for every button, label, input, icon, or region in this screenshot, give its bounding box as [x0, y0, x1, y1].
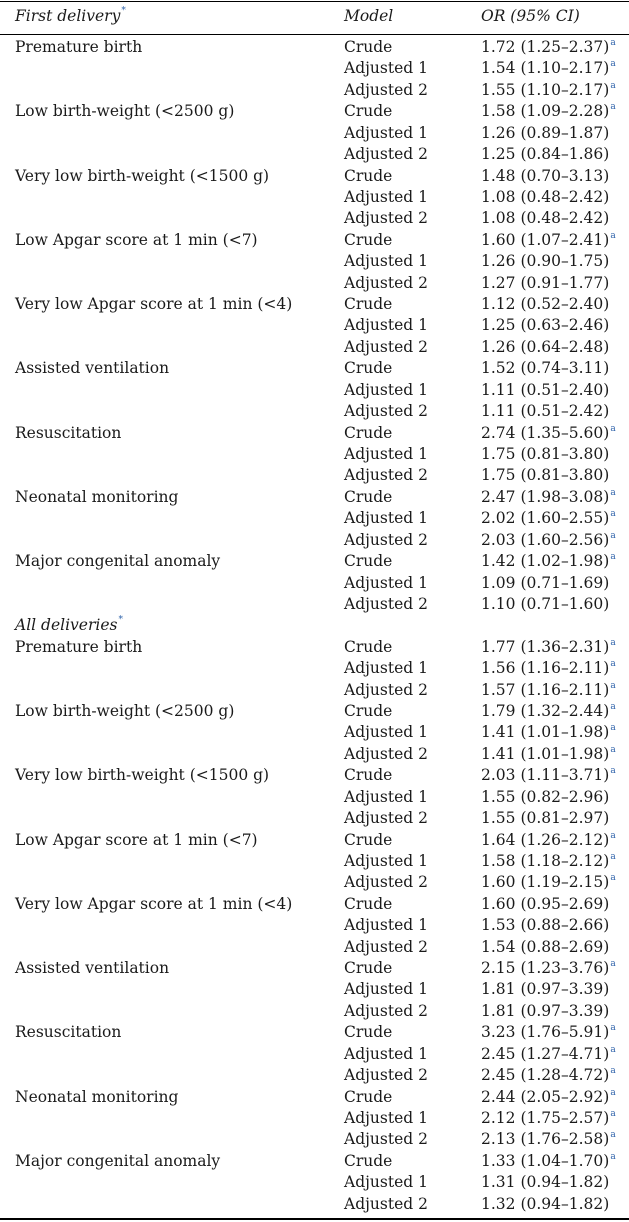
table-row	[0, 1044, 629, 1065]
model-cell: Crude	[344, 295, 393, 314]
table-row	[0, 294, 629, 315]
or-ci-cell: 2.74 $(1.35-5.60)^a$	[481, 423, 616, 442]
table-row	[0, 123, 629, 144]
or-ci-cell: 1.41 $(1.01-1.98)^a$	[481, 723, 616, 742]
table-row	[0, 1194, 629, 1215]
model-cell: Adjusted 2	[344, 80, 428, 99]
model-cell: Adjusted 2	[344, 937, 428, 956]
model-cell: Adjusted 2	[344, 744, 428, 763]
table-top-rule	[0, 1, 629, 2]
outcome-label: Neonatal monitoring	[15, 1087, 179, 1106]
table-row	[0, 58, 629, 79]
or-ci-cell: 1.53 (0.88–2.66)	[481, 916, 610, 935]
table-row	[0, 144, 629, 165]
significance-marker: a	[610, 509, 616, 520]
or-ci-cell: 1.31 (0.94–1.82)	[481, 1173, 610, 1192]
significance-marker: a	[610, 723, 616, 734]
table-row	[0, 1065, 629, 1086]
or-ci-cell: 1.12 (0.52–2.40)	[481, 295, 610, 314]
table-row	[0, 551, 629, 572]
significance-marker: a	[610, 637, 616, 648]
or-ci-cell: 1.72 $(1.25-2.37)^a$	[481, 38, 616, 56]
model-cell: Crude	[344, 637, 393, 656]
or-ci-cell: 1.58 $(1.09-2.28)^a$	[481, 102, 616, 121]
model-cell: Adjusted 1	[344, 659, 428, 678]
model-cell: Crude	[344, 959, 393, 978]
or-ci-cell: 2.44 $(2.05-2.92)^a$	[481, 1087, 616, 1106]
or-ci-cell: 1.26 (0.90–1.75)	[481, 252, 610, 271]
or-ci-cell: 2.47 $(1.98-3.08)^a$	[481, 487, 616, 506]
or-ci-cell: 1.81 (0.97–3.39)	[481, 1001, 610, 1020]
model-cell: Adjusted 1	[344, 1044, 428, 1063]
or-ci-cell: 1.25 (0.84–1.86)	[481, 145, 610, 164]
header-model: Model	[344, 7, 394, 25]
table-row	[0, 851, 629, 872]
significance-marker: a	[610, 38, 616, 48]
outcome-label: Low Apgar score at 1 min (<7)	[15, 230, 258, 249]
outcome-label: Resuscitation	[15, 423, 122, 442]
model-cell: Crude	[344, 230, 393, 249]
model-cell: Adjusted 1	[344, 916, 428, 935]
or-ci-cell: 1.08 (0.48–2.42)	[481, 209, 610, 228]
footnote-marker: *	[121, 6, 126, 16]
model-cell: Adjusted 1	[344, 723, 428, 742]
outcome-label: Low birth-weight (<2500 g)	[15, 702, 235, 721]
table-row	[0, 958, 629, 979]
model-cell: Adjusted 2	[344, 402, 428, 421]
or-ci-cell: 1.08 (0.48–2.42)	[481, 187, 610, 206]
or-ci-cell: 1.41 $(1.01-1.98)^a$	[481, 744, 616, 763]
or-ci-cell: 1.26 (0.64–2.48)	[481, 337, 610, 356]
table-row	[0, 1172, 629, 1193]
significance-marker: a	[610, 851, 616, 862]
outcome-label: Very low Apgar score at 1 min (<4)	[15, 894, 293, 913]
model-cell: Adjusted 1	[344, 1109, 428, 1127]
or-ci-cell: 1.25 (0.63–2.46)	[481, 316, 610, 335]
table-row	[0, 765, 629, 786]
table-row	[0, 37, 629, 58]
table-row	[0, 530, 629, 551]
significance-marker: a	[610, 1087, 616, 1098]
outcome-label: Assisted ventilation	[15, 959, 170, 978]
or-ci-cell: 1.26 (0.89–1.87)	[481, 123, 610, 142]
table-row	[0, 1022, 629, 1043]
table-row	[0, 744, 629, 765]
or-ci-cell: 1.10 (0.71–1.60)	[481, 594, 610, 613]
table-row	[0, 979, 629, 1000]
significance-marker: a	[610, 702, 616, 713]
or-ci-cell: 1.55 $(1.10-2.17)^a$	[481, 80, 616, 99]
table-row	[0, 487, 629, 508]
or-ci-cell: 1.79 $(1.32-2.44)^a$	[481, 702, 616, 721]
table-row	[0, 230, 629, 251]
or-ci-cell: 1.60 $(1.19-2.15)^a$	[481, 873, 616, 892]
model-cell: Crude	[344, 1023, 393, 1042]
model-cell: Crude	[344, 102, 393, 121]
model-cell: Crude	[344, 766, 393, 785]
model-cell: Adjusted 2	[344, 873, 428, 892]
significance-marker: a	[610, 230, 616, 241]
table-row	[0, 101, 629, 122]
or-ci-cell: 1.75 (0.81–3.80)	[481, 466, 610, 485]
significance-marker: a	[610, 530, 616, 541]
header-or-ci: OR (95% CI)	[481, 7, 580, 25]
or-ci-cell: 1.60 $(1.07-2.41)^a$	[481, 230, 616, 249]
or-ci-cell: 1.60 (0.95–2.69)	[481, 894, 610, 913]
outcome-label: Major congenital anomaly	[15, 552, 221, 571]
outcome-label: Very low Apgar score at 1 min (<4)	[15, 295, 293, 314]
table-row	[0, 315, 629, 336]
or-ci-cell: 2.13 $(1.76-2.58)^a$	[481, 1130, 616, 1149]
or-ci-cell: 2.03 $(1.11-3.71)^a$	[481, 766, 616, 785]
model-cell: Adjusted 2	[344, 680, 428, 699]
model-cell: Adjusted 1	[344, 316, 428, 335]
significance-marker: a	[610, 959, 616, 970]
outcome-label: Very low birth-weight (<1500 g)	[15, 766, 270, 785]
significance-marker: a	[610, 766, 616, 777]
or-ci-cell: 1.57 $(1.16-2.11)^a$	[481, 680, 616, 699]
model-cell: Adjusted 2	[344, 809, 428, 828]
model-cell: Adjusted 2	[344, 209, 428, 228]
or-ci-cell: 1.54 $(1.10-2.17)^a$	[481, 59, 616, 78]
model-cell: Adjusted 2	[344, 466, 428, 485]
or-ci-cell: 1.27 (0.91–1.77)	[481, 273, 610, 292]
significance-marker: a	[610, 1066, 616, 1077]
model-cell: Adjusted 2	[344, 337, 428, 356]
significance-marker: a	[610, 680, 616, 691]
table-row	[0, 701, 629, 722]
model-cell: Crude	[344, 552, 393, 571]
model-cell: Adjusted 2	[344, 145, 428, 164]
or-ci-cell: 1.09 (0.71–1.69)	[481, 573, 610, 592]
table-row	[0, 937, 629, 958]
table-row	[0, 1087, 629, 1108]
or-ci-cell: 1.11 (0.51–2.40)	[481, 380, 610, 399]
table-header-rule	[0, 34, 629, 35]
table-row	[0, 1108, 629, 1129]
or-ci-cell: 1.11 (0.51–2.42)	[481, 402, 610, 421]
table-row	[0, 273, 629, 294]
significance-marker: a	[610, 830, 616, 841]
significance-marker: a	[610, 659, 616, 670]
or-ci-cell: 2.02 $(1.60-2.55)^a$	[481, 509, 616, 528]
significance-marker: a	[610, 487, 616, 498]
table-row	[0, 680, 629, 701]
model-cell: Adjusted 1	[344, 123, 428, 142]
table-row	[0, 187, 629, 208]
significance-marker: a	[610, 552, 616, 563]
table-row	[0, 1151, 629, 1172]
table-row	[0, 465, 629, 486]
or-ci-cell: 1.55 (0.81–2.97)	[481, 809, 610, 828]
model-cell: Adjusted 2	[344, 1130, 428, 1149]
table-row	[0, 80, 629, 101]
table-header-row	[0, 6, 629, 27]
or-ci-cell: 1.33 $(1.04-1.70)^a$	[481, 1151, 616, 1170]
model-cell: Adjusted 1	[344, 573, 428, 592]
or-ci-cell: 1.75 (0.81–3.80)	[481, 444, 610, 463]
table-row	[0, 380, 629, 401]
significance-marker: a	[610, 102, 616, 113]
model-cell: Crude	[344, 1151, 393, 1170]
significance-marker: a	[610, 1023, 616, 1034]
outcome-label: Neonatal monitoring	[15, 487, 179, 506]
or-ci-cell: 1.77 $(1.36-2.31)^a$	[481, 637, 616, 656]
model-cell: Crude	[344, 166, 393, 185]
model-cell: Adjusted 1	[344, 1173, 428, 1192]
outcome-label: Premature birth	[15, 637, 143, 656]
table-row	[0, 722, 629, 743]
table-row	[0, 915, 629, 936]
model-cell: Crude	[344, 894, 393, 913]
or-ci-cell: 2.45 $(1.27-4.71)^a$	[481, 1044, 616, 1063]
table-row	[0, 658, 629, 679]
table-row	[0, 872, 629, 893]
or-ci-cell: 2.15 $(1.23-3.76)^a$	[481, 959, 616, 978]
table-row	[0, 1001, 629, 1022]
table-row	[0, 830, 629, 851]
or-ci-cell: 1.48 (0.70–3.13)	[481, 166, 610, 185]
or-ci-cell: 1.54 (0.88–2.69)	[481, 937, 610, 956]
significance-marker: a	[610, 423, 616, 434]
outcome-label: Premature birth	[15, 38, 143, 56]
table-row	[0, 573, 629, 594]
model-cell: Adjusted 1	[344, 59, 428, 78]
table-row	[0, 251, 629, 272]
model-cell: Adjusted 2	[344, 273, 428, 292]
model-cell: Adjusted 1	[344, 509, 428, 528]
header-first-delivery: First delivery*	[15, 6, 126, 25]
or-ci-cell: 2.03 $(1.60-2.56)^a$	[481, 530, 616, 549]
table-row	[0, 401, 629, 422]
significance-marker: a	[610, 1044, 616, 1055]
or-ci-cell: 1.52 (0.74–3.11)	[481, 359, 610, 378]
model-cell: Adjusted 1	[344, 252, 428, 271]
or-ci-cell: 1.81 (0.97–3.39)	[481, 980, 610, 999]
model-cell: Crude	[344, 830, 393, 849]
model-cell: Adjusted 2	[344, 594, 428, 613]
table-row	[0, 358, 629, 379]
or-ci-cell: 1.58 $(1.18-2.12)^a$	[481, 851, 616, 870]
model-cell: Adjusted 1	[344, 380, 428, 399]
section-title-row	[0, 615, 629, 636]
model-cell: Crude	[344, 702, 393, 721]
model-cell: Adjusted 2	[344, 1001, 428, 1020]
or-ci-cell: 1.42 $(1.02-1.98)^a$	[481, 552, 616, 571]
or-ci-cell: 2.45 $(1.28-4.72)^a$	[481, 1066, 616, 1085]
model-cell: Crude	[344, 1087, 393, 1106]
significance-marker: a	[610, 1109, 616, 1119]
model-cell: Adjusted 2	[344, 530, 428, 549]
table-row	[0, 508, 629, 529]
outcome-label: Assisted ventilation	[15, 359, 170, 378]
model-cell: Crude	[344, 38, 393, 56]
table-row	[0, 594, 629, 615]
significance-marker: a	[610, 744, 616, 755]
or-ci-cell: 3.23 $(1.76-5.91)^a$	[481, 1023, 616, 1042]
table-row	[0, 423, 629, 444]
model-cell: Adjusted 1	[344, 851, 428, 870]
model-cell: Adjusted 1	[344, 787, 428, 806]
table-row	[0, 808, 629, 829]
significance-marker: a	[610, 873, 616, 884]
table-row	[0, 444, 629, 465]
model-cell: Adjusted 1	[344, 444, 428, 463]
table-row	[0, 1129, 629, 1150]
outcome-label: Major congenital anomaly	[15, 1151, 221, 1170]
model-cell: Crude	[344, 487, 393, 506]
outcome-label: Very low birth-weight (<1500 g)	[15, 166, 270, 185]
model-cell: Adjusted 2	[344, 1066, 428, 1085]
significance-marker: a	[610, 59, 616, 70]
table-row	[0, 894, 629, 915]
or-ci-cell: 1.64 $(1.26-2.12)^a$	[481, 830, 616, 849]
table-row	[0, 166, 629, 187]
table-row	[0, 337, 629, 358]
outcome-label: Low Apgar score at 1 min (<7)	[15, 830, 258, 849]
model-cell: Adjusted 2	[344, 1194, 428, 1213]
model-cell: Crude	[344, 423, 393, 442]
or-ci-cell: 1.55 (0.82–2.96)	[481, 787, 610, 806]
outcome-label: Low birth-weight (<2500 g)	[15, 102, 235, 121]
footnote-marker: *	[118, 615, 123, 626]
or-ci-cell: 1.32 (0.94–1.82)	[481, 1194, 610, 1213]
model-cell: Crude	[344, 359, 393, 378]
table-bottom-rule	[0, 1218, 629, 1220]
table-row	[0, 787, 629, 808]
or-ci-cell: 2.12 $(1.75-2.57)^a$	[481, 1109, 616, 1127]
model-cell: Adjusted 1	[344, 980, 428, 999]
or-ci-cell: 1.56 $(1.16-2.11)^a$	[481, 659, 616, 678]
section-title: All deliveries*	[15, 615, 123, 635]
significance-marker: a	[610, 1130, 616, 1141]
model-cell: Adjusted 1	[344, 187, 428, 206]
table-row	[0, 208, 629, 229]
table-row	[0, 637, 629, 658]
outcome-label: Resuscitation	[15, 1023, 122, 1042]
significance-marker: a	[610, 1151, 616, 1162]
significance-marker: a	[610, 80, 616, 91]
